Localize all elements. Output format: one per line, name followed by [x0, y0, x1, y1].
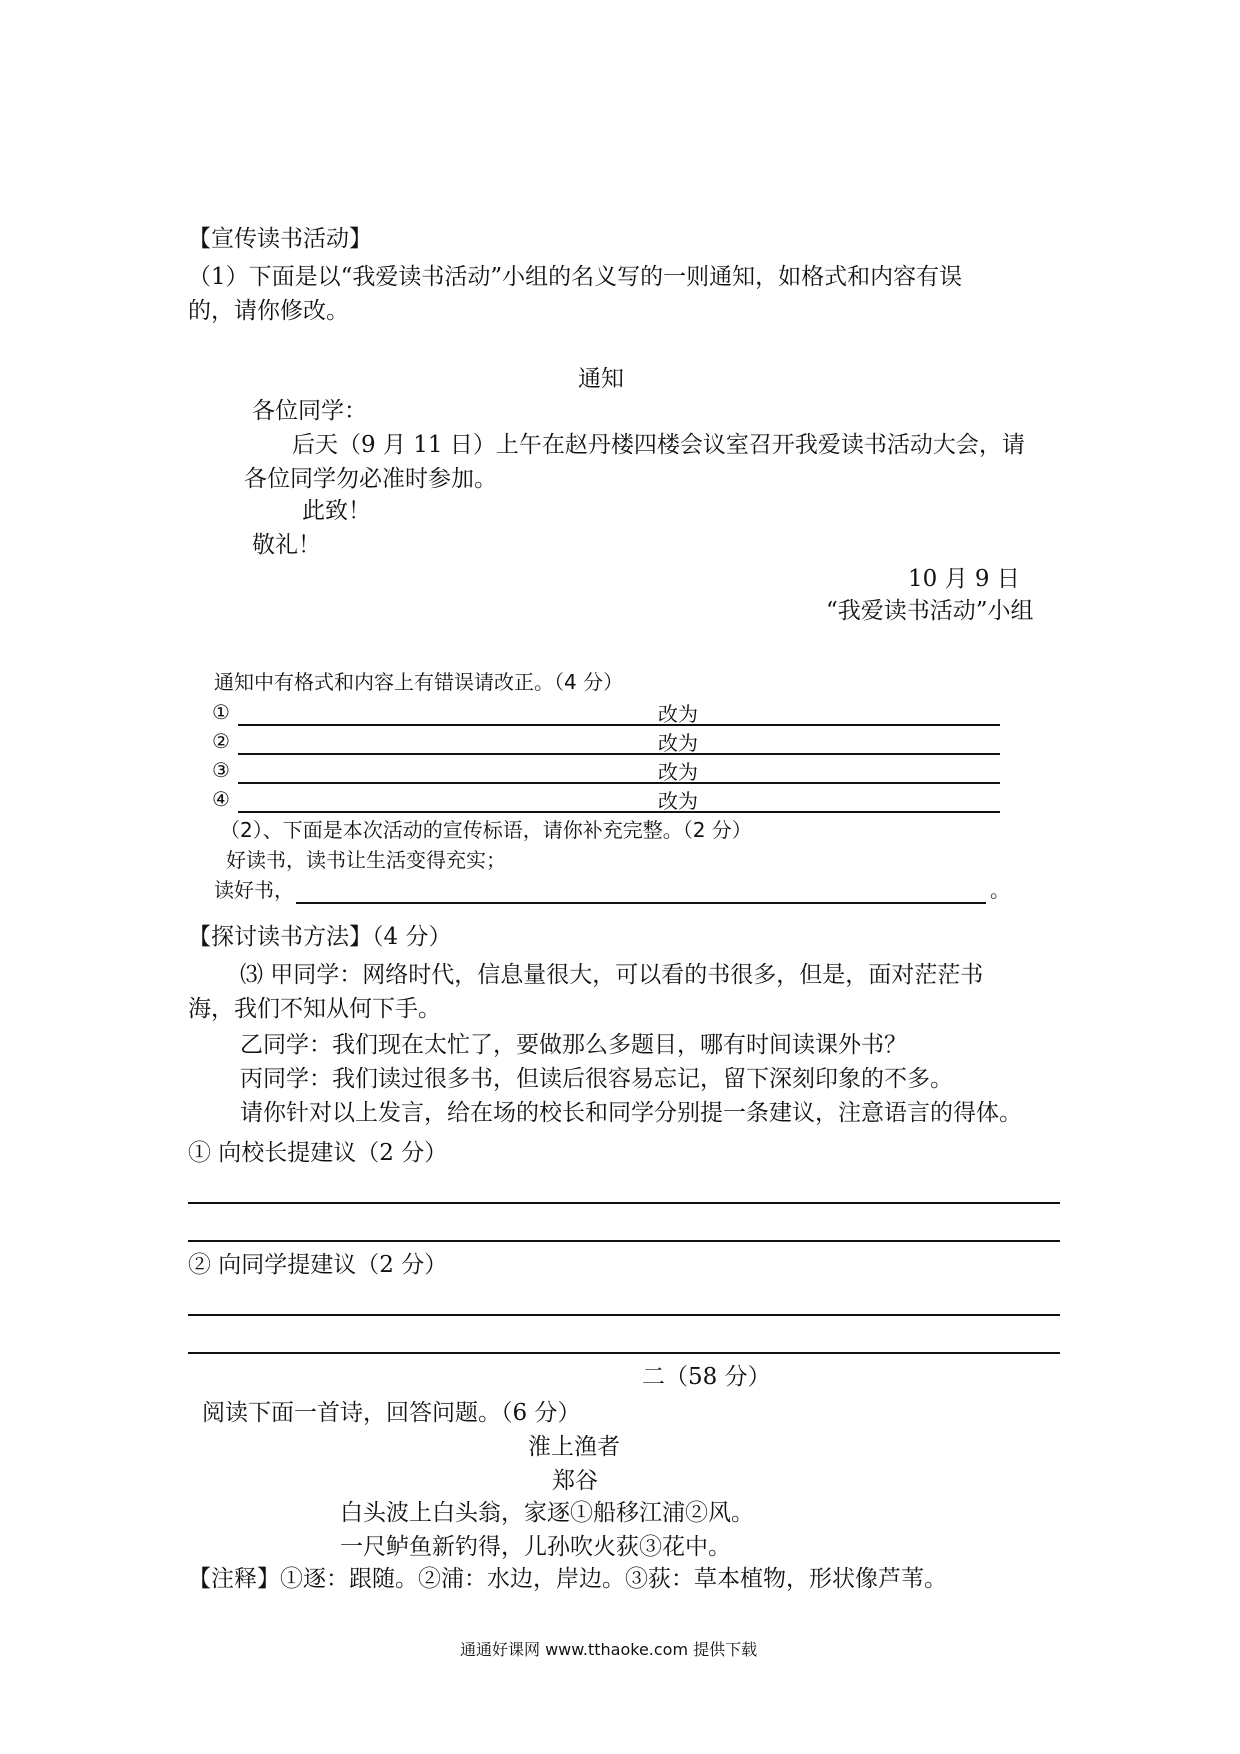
notice-title: 通知	[578, 366, 624, 392]
correction-answer-line-1[interactable]	[238, 724, 1000, 726]
question-3-line-1: ⑶ 甲同学：网络时代，信息量很大，可以看的书很多，但是，面对茫茫书	[240, 962, 984, 988]
student-yi-statement: 乙同学：我们现在太忙了，要做那么多题目，哪有时间读课外书？	[240, 1032, 907, 1058]
corrections-prompt: 通知中有格式和内容上有错误请改正。（4 分）	[214, 670, 624, 694]
correction-answer-line-3[interactable]	[238, 782, 1000, 784]
poem-line-1: 白头波上白头翁，家逐①船移江浦②风。	[340, 1500, 754, 1526]
notice-date: 10 月 9 日	[908, 566, 1020, 592]
correction-answer-line-4[interactable]	[238, 811, 1000, 813]
correction-number-2: ②	[212, 729, 230, 753]
student-bing-statement: 丙同学：我们读过很多书，但读后很容易忘记，留下深刻印象的不多。	[240, 1066, 953, 1092]
question-1-line-2: 的，请你修改。	[188, 298, 349, 324]
part-2-heading: 二（58 分）	[642, 1364, 771, 1390]
correction-number-1: ①	[212, 700, 230, 724]
subquestion-principal: ① 向校长提建议（2 分）	[188, 1140, 448, 1166]
poem-notes: 【注释】①逐：跟随。②浦：水边，岸边。③荻：草本植物，形状像芦苇。	[188, 1566, 947, 1592]
section-heading-publicity: 【宣传读书活动】	[188, 226, 372, 252]
slogan-line-1: 好读书，读书让生活变得充实；	[226, 848, 506, 872]
notice-salutation: 各位同学：	[252, 398, 367, 424]
notice-body-line-2: 各位同学勿必准时参加。	[244, 466, 497, 492]
slogan-answer-line[interactable]	[296, 902, 986, 904]
classmates-answer-line-2[interactable]	[188, 1352, 1060, 1354]
notice-closing-2: 敬礼！	[252, 532, 321, 558]
slogan-line-2-prefix: 读好书，	[214, 878, 294, 902]
notice-signature: “我爱读书活动”小组	[826, 598, 1034, 624]
correction-number-3: ③	[212, 758, 230, 782]
subquestion-classmates: ② 向同学提建议（2 分）	[188, 1252, 448, 1278]
poem-author: 郑谷	[552, 1468, 598, 1494]
principal-answer-line-2[interactable]	[188, 1240, 1060, 1242]
correction-answer-line-2[interactable]	[238, 753, 1000, 755]
poem-prompt: 阅读下面一首诗，回答问题。（6 分）	[202, 1400, 581, 1426]
slogan-prompt: （2）、下面是本次活动的宣传标语，请你补充完整。（2 分）	[220, 818, 752, 842]
question-3-line-2: 海，我们不知从何下手。	[188, 996, 441, 1022]
classmates-answer-line-1[interactable]	[188, 1314, 1060, 1316]
slogan-line-2-suffix: 。	[990, 878, 1010, 902]
question-1-line-1: （1）下面是以“我爱读书活动”小组的名义写的一则通知，如格式和内容有误	[188, 264, 963, 290]
poem-line-2: 一尺鲈鱼新钓得，儿孙吹火荻③花中。	[340, 1534, 731, 1560]
correction-change-label-4: 改为	[658, 789, 698, 813]
correction-change-label-2: 改为	[658, 731, 698, 755]
principal-answer-line-1[interactable]	[188, 1202, 1060, 1204]
correction-change-label-1: 改为	[658, 702, 698, 726]
section-heading-methods: 【探讨读书方法】（4 分）	[188, 924, 452, 950]
notice-closing-1: 此致！	[302, 498, 371, 524]
footer-text: 通通好课网 www.tthaoke.com 提供下载	[460, 1640, 758, 1659]
correction-number-4: ④	[212, 787, 230, 811]
notice-body-line-1: 后天（9 月 11 日）上午在赵丹楼四楼会议室召开我爱读书活动大会，请	[292, 432, 1025, 458]
question-3-instruction: 请你针对以上发言，给在场的校长和同学分别提一条建议，注意语言的得体。	[240, 1100, 1022, 1126]
poem-title: 淮上渔者	[528, 1434, 620, 1460]
correction-change-label-3: 改为	[658, 760, 698, 784]
